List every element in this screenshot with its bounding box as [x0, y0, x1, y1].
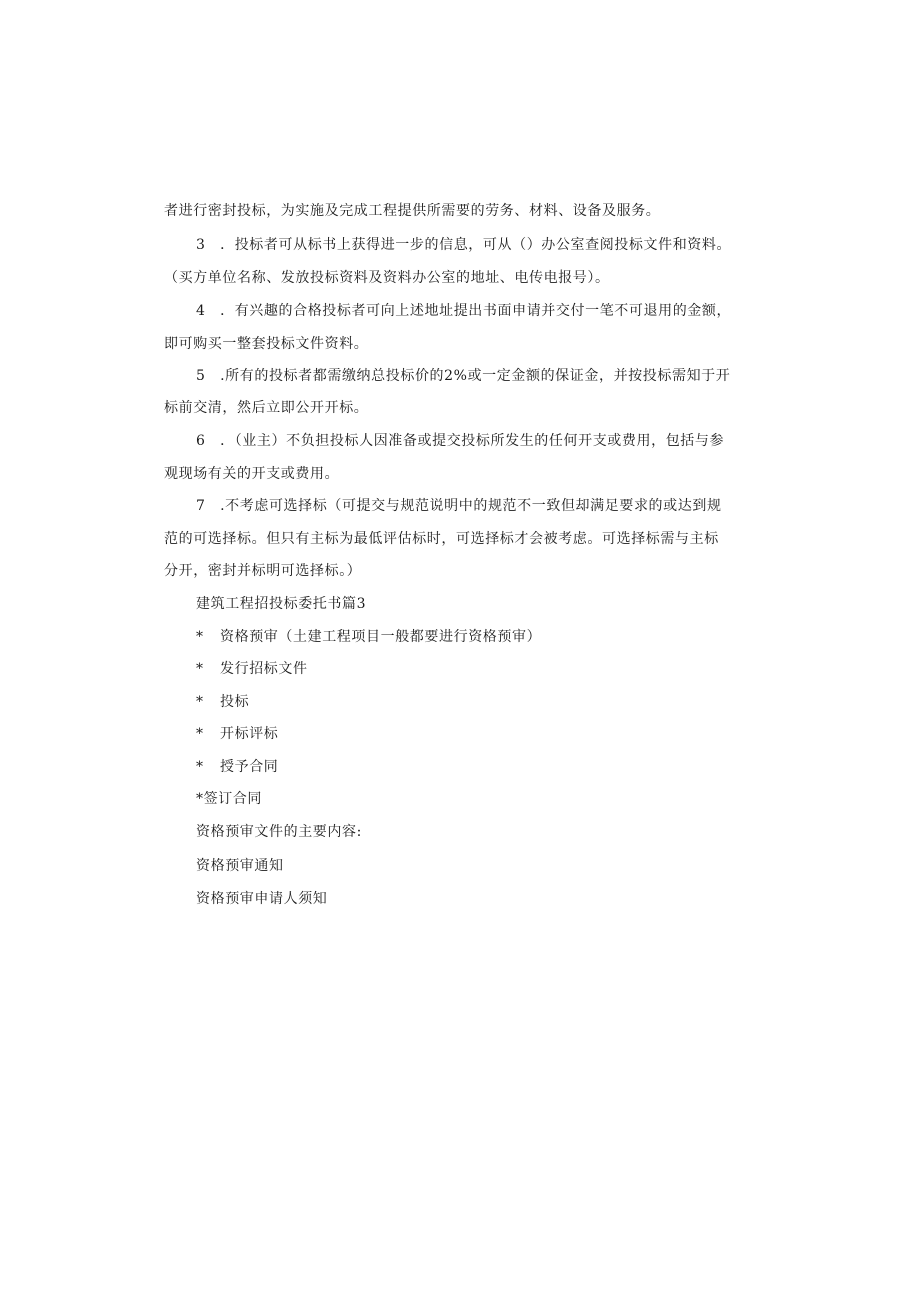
bullet-item	[196, 659, 308, 679]
tail-line: 资格预审文件的主要内容:	[196, 824, 362, 840]
item-7-line-1: 7 .不考虑可选择标（可提交与规范说明中的规范不一致但却满足要求的或达到规	[196, 498, 722, 514]
bullet-text: 发行招标文件	[220, 661, 308, 677]
bullet-item	[196, 757, 278, 777]
item-7-line-2: 范的可选择标。但只有主标为最低评估标时，可选择标才会被考虑。可选择标需与主标	[164, 531, 719, 547]
bullet-mark: *	[196, 661, 204, 677]
bullet-text: 开标评标	[220, 726, 279, 742]
bullet-mark: *	[196, 759, 204, 775]
bullet-mark: *	[196, 791, 204, 807]
item-4-line-2: 即可购买一整套投标文件资料。	[164, 336, 369, 352]
bullet-item	[196, 692, 249, 712]
bullet-mark: *	[196, 694, 204, 710]
item-5-line-1: 5 .所有的投标者都需缴纳总投标价的2%或一定金额的保证金，并按投标需知于开	[196, 368, 731, 384]
bullet-text: 投标	[220, 694, 250, 710]
item-6-line-2: 观现场有关的开支或费用。	[164, 466, 340, 482]
tail-line: 资格预审申请人须知	[196, 891, 328, 907]
item-7-line-3: 分开，密封并标明可选择标。）	[164, 563, 362, 579]
bullet-mark: *	[196, 629, 204, 645]
bullet-item	[196, 724, 278, 744]
bullet-text: 资格预审（土建工程项目一般都要进行资格预审）	[220, 629, 542, 645]
item-3-line-1: 3 ．投标者可从标书上获得进一步的信息，可从（）办公室查阅投标文件和资料。	[196, 237, 732, 253]
paragraph-line: 者进行密封投标，为实施及完成工程提供所需要的劳务、材料、设备及服务。	[164, 203, 661, 219]
bullet-item	[196, 789, 262, 809]
bullet-text: 授予合同	[220, 759, 279, 775]
bullet-item	[196, 627, 541, 647]
section-heading: 建筑工程招投标委托书篇3	[196, 596, 367, 612]
tail-line: 资格预审通知	[196, 858, 284, 874]
item-3-line-2: （买方单位名称、发放投标资料及资料办公室的地址、电传电报号）。	[164, 270, 610, 286]
item-5-line-2: 标前交清，然后立即公开开标。	[164, 400, 369, 416]
item-6-line-1: 6 ．（业主）不负担投标人因准备或提交投标所发生的任何开支或费用，包括与参	[196, 433, 725, 449]
bullet-mark: *	[196, 726, 204, 742]
item-4-line-1: 4 ．有兴趣的合格投标者可向上述地址提出书面申请并交付一笔不可退用的金额，	[196, 303, 732, 319]
bullet-text: 签订合同	[203, 791, 263, 807]
